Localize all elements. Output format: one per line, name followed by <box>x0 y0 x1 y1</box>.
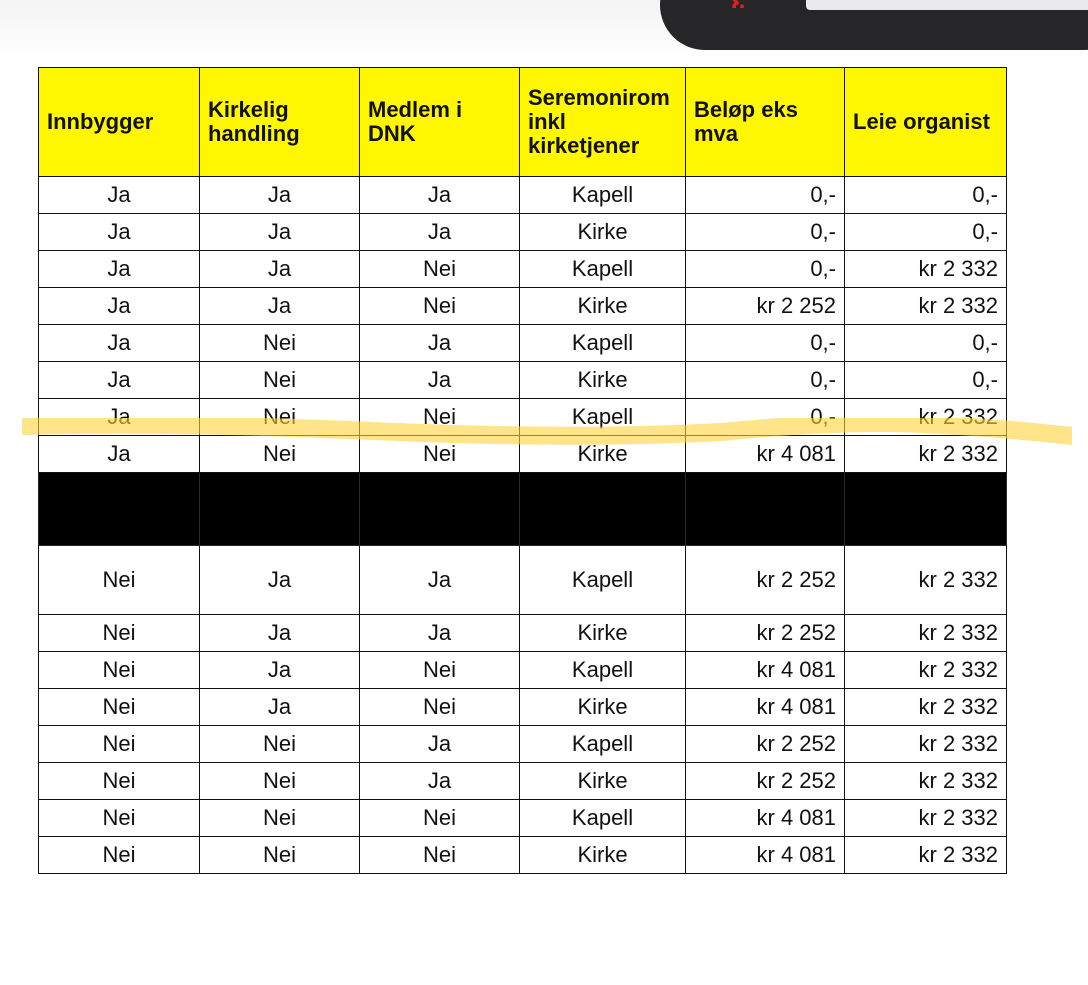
cell-kirkelig-handling: Ja <box>200 288 360 325</box>
cell-leie-organist: kr 2 332 <box>845 399 1007 436</box>
table-row <box>39 800 1007 837</box>
cell-seremonirom: Kirke <box>520 689 686 726</box>
cell-belop-eks-mva: kr 2 252 <box>686 288 845 325</box>
cell-seremonirom: Kapell <box>520 177 686 214</box>
cell-kirkelig-handling: Nei <box>200 362 360 399</box>
cell-kirkelig-handling: Nei <box>200 800 360 837</box>
col-header-innbygger: Innbygger <box>39 68 200 177</box>
cell-innbygger: Ja <box>39 288 200 325</box>
red-mark-icon <box>728 0 750 8</box>
cell-innbygger: Nei <box>39 837 200 874</box>
cell-belop-eks-mva: kr 4 081 <box>686 837 845 874</box>
cell-innbygger: Nei <box>39 726 200 763</box>
cell-seremonirom: Kapell <box>520 726 686 763</box>
table-row <box>39 615 1007 652</box>
cell-medlem-i-dnk: Ja <box>360 726 520 763</box>
table-row <box>39 689 1007 726</box>
col-header-medlem-i-dnk: Medlem i DNK <box>360 68 520 177</box>
col-header-belop-eks-mva: Beløp eks mva <box>686 68 845 177</box>
cell-belop-eks-mva: 0,- <box>686 362 845 399</box>
cell-leie-organist: 0,- <box>845 177 1007 214</box>
cell-belop-eks-mva: kr 4 081 <box>686 689 845 726</box>
cell-seremonirom: Kirke <box>520 837 686 874</box>
cell-innbygger: Nei <box>39 615 200 652</box>
table-row <box>39 399 1007 436</box>
cell-belop-eks-mva: 0,- <box>686 177 845 214</box>
table-row <box>39 546 1007 615</box>
table-row <box>39 214 1007 251</box>
cell-belop-eks-mva: 0,- <box>686 325 845 362</box>
cell-leie-organist: kr 2 332 <box>845 837 1007 874</box>
cell-innbygger: Nei <box>39 800 200 837</box>
cell-leie-organist: kr 2 332 <box>845 436 1007 473</box>
cell-innbygger: Ja <box>39 214 200 251</box>
cell-kirkelig-handling: Nei <box>200 325 360 362</box>
cell-seremonirom: Kirke <box>520 436 686 473</box>
cell-seremonirom: Kirke <box>520 288 686 325</box>
cell-seremonirom: Kapell <box>520 325 686 362</box>
cell-kirkelig-handling: Nei <box>200 436 360 473</box>
cell-leie-organist: kr 2 332 <box>845 763 1007 800</box>
cell-belop-eks-mva: 0,- <box>686 399 845 436</box>
cell-seremonirom: Kirke <box>520 763 686 800</box>
redacted-cell <box>845 473 1007 546</box>
cell-belop-eks-mva: 0,- <box>686 251 845 288</box>
cell-medlem-i-dnk: Nei <box>360 652 520 689</box>
cell-medlem-i-dnk: Ja <box>360 615 520 652</box>
cell-innbygger: Nei <box>39 689 200 726</box>
cell-medlem-i-dnk: Ja <box>360 763 520 800</box>
cell-seremonirom: Kapell <box>520 800 686 837</box>
table-row <box>39 652 1007 689</box>
pricing-table <box>38 67 1007 874</box>
cell-innbygger: Ja <box>39 325 200 362</box>
col-header-seremonirom: Seremonirom inkl kirketjener <box>520 68 686 177</box>
cell-belop-eks-mva: kr 2 252 <box>686 726 845 763</box>
cell-belop-eks-mva: 0,- <box>686 214 845 251</box>
cell-kirkelig-handling: Ja <box>200 177 360 214</box>
table-row <box>39 362 1007 399</box>
table-row <box>39 837 1007 874</box>
table-row <box>39 288 1007 325</box>
cell-kirkelig-handling: Nei <box>200 837 360 874</box>
cell-belop-eks-mva: kr 4 081 <box>686 800 845 837</box>
cell-kirkelig-handling: Nei <box>200 399 360 436</box>
cell-belop-eks-mva: kr 4 081 <box>686 436 845 473</box>
col-header-leie-organist: Leie organist <box>845 68 1007 177</box>
table-row <box>39 251 1007 288</box>
cell-leie-organist: 0,- <box>845 362 1007 399</box>
cell-medlem-i-dnk: Ja <box>360 546 520 615</box>
cell-kirkelig-handling: Ja <box>200 546 360 615</box>
cell-innbygger: Ja <box>39 177 200 214</box>
cell-kirkelig-handling: Ja <box>200 652 360 689</box>
cell-innbygger: Nei <box>39 546 200 615</box>
redacted-cell <box>39 473 200 546</box>
redacted-cell <box>200 473 360 546</box>
cell-kirkelig-handling: Nei <box>200 726 360 763</box>
cell-belop-eks-mva: kr 2 252 <box>686 546 845 615</box>
cell-medlem-i-dnk: Nei <box>360 837 520 874</box>
cell-leie-organist: kr 2 332 <box>845 288 1007 325</box>
cell-medlem-i-dnk: Ja <box>360 177 520 214</box>
table-row <box>39 763 1007 800</box>
cell-medlem-i-dnk: Nei <box>360 251 520 288</box>
cell-kirkelig-handling: Ja <box>200 251 360 288</box>
cell-medlem-i-dnk: Nei <box>360 800 520 837</box>
cell-leie-organist: kr 2 332 <box>845 652 1007 689</box>
cell-belop-eks-mva: kr 2 252 <box>686 763 845 800</box>
cell-leie-organist: kr 2 332 <box>845 546 1007 615</box>
cell-medlem-i-dnk: Ja <box>360 214 520 251</box>
cell-leie-organist: kr 2 332 <box>845 615 1007 652</box>
cell-innbygger: Ja <box>39 251 200 288</box>
cell-belop-eks-mva: kr 4 081 <box>686 652 845 689</box>
cell-leie-organist: 0,- <box>845 325 1007 362</box>
redacted-cell <box>686 473 845 546</box>
cell-innbygger: Ja <box>39 399 200 436</box>
cell-medlem-i-dnk: Nei <box>360 689 520 726</box>
cell-medlem-i-dnk: Ja <box>360 325 520 362</box>
cell-innbygger: Ja <box>39 436 200 473</box>
cell-kirkelig-handling: Ja <box>200 689 360 726</box>
cell-seremonirom: Kirke <box>520 214 686 251</box>
cell-kirkelig-handling: Ja <box>200 615 360 652</box>
cell-innbygger: Nei <box>39 763 200 800</box>
cell-seremonirom: Kapell <box>520 652 686 689</box>
cell-leie-organist: kr 2 332 <box>845 800 1007 837</box>
cell-leie-organist: kr 2 332 <box>845 726 1007 763</box>
redacted-cell <box>520 473 686 546</box>
cell-seremonirom: Kapell <box>520 251 686 288</box>
cell-seremonirom: Kapell <box>520 399 686 436</box>
table-row <box>39 726 1007 763</box>
table-row <box>39 436 1007 473</box>
redacted-row <box>39 473 1007 546</box>
cell-leie-organist: kr 2 332 <box>845 689 1007 726</box>
cell-leie-organist: kr 2 332 <box>845 251 1007 288</box>
cell-seremonirom: Kirke <box>520 362 686 399</box>
cell-medlem-i-dnk: Nei <box>360 399 520 436</box>
cell-seremonirom: Kapell <box>520 546 686 615</box>
table-row <box>39 177 1007 214</box>
cell-leie-organist: 0,- <box>845 214 1007 251</box>
cell-innbygger: Ja <box>39 362 200 399</box>
redacted-cell <box>360 473 520 546</box>
cell-innbygger: Nei <box>39 652 200 689</box>
cell-medlem-i-dnk: Ja <box>360 362 520 399</box>
cell-kirkelig-handling: Nei <box>200 763 360 800</box>
cell-medlem-i-dnk: Nei <box>360 436 520 473</box>
cell-kirkelig-handling: Ja <box>200 214 360 251</box>
cell-belop-eks-mva: kr 2 252 <box>686 615 845 652</box>
header-row <box>39 68 1007 177</box>
cell-medlem-i-dnk: Nei <box>360 288 520 325</box>
col-header-kirkelig-handling: Kirkelig handling <box>200 68 360 177</box>
cell-seremonirom: Kirke <box>520 615 686 652</box>
table-row <box>39 325 1007 362</box>
gray-bar <box>806 0 1088 10</box>
